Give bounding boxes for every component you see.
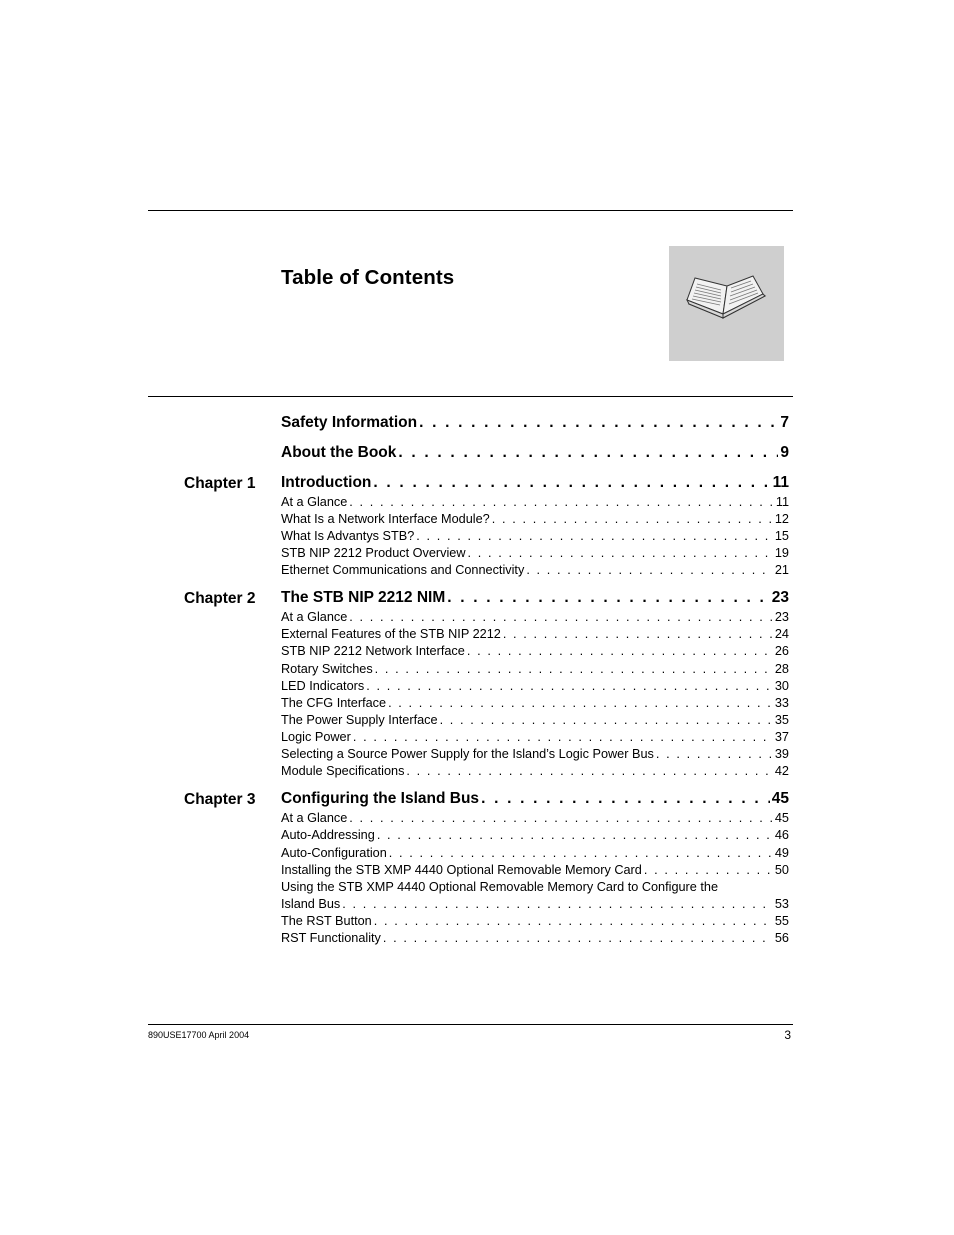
chapter-label: Chapter 1 (184, 475, 256, 492)
dot-leader (481, 790, 770, 808)
toc-entry-page: 21 (774, 563, 789, 577)
dot-leader (389, 846, 773, 860)
toc-entry-page: 37 (774, 730, 789, 744)
toc-entry-title: Island Bus (281, 897, 341, 911)
toc-entry-title: At a Glance (281, 495, 348, 509)
toc-entry-title: Logic Power (281, 730, 351, 744)
toc-entry-page: 56 (774, 931, 789, 945)
toc-entry-title: At a Glance (281, 811, 348, 825)
toc-entry-title: Rotary Switches (281, 662, 373, 676)
toc-entry[interactable] (281, 627, 789, 644)
toc-entry[interactable] (281, 512, 789, 529)
footer-page-number: 3 (784, 1028, 791, 1042)
toc-entry-title: Auto-Configuration (281, 846, 387, 860)
dot-leader (419, 414, 778, 432)
dot-leader (416, 529, 773, 543)
toc-chapter-title[interactable] (281, 589, 789, 609)
dot-leader (375, 662, 773, 676)
toc-entry-page: 12 (774, 512, 789, 526)
toc-entry[interactable] (281, 863, 789, 880)
dot-leader (374, 914, 773, 928)
toc-entry-page: 55 (774, 914, 789, 928)
toc-entry[interactable] (281, 495, 789, 512)
toc-entry-title: Module Specifications (281, 764, 405, 778)
toc-entry-page: 11 (775, 495, 789, 509)
dot-leader (349, 610, 773, 624)
toc-entry-page: 15 (774, 529, 789, 543)
toc-entry-title: Ethernet Communications and Connectivity (281, 563, 525, 577)
dot-leader (644, 863, 773, 877)
toc-entry[interactable] (281, 696, 789, 713)
toc-entry-title: Selecting a Source Power Supply for the Island’s Logic Power Bus (281, 747, 654, 761)
dot-leader (342, 897, 773, 911)
toc-entry[interactable] (281, 529, 789, 546)
toc-chapter-title[interactable] (281, 474, 789, 494)
dot-leader (366, 679, 773, 693)
toc-entry-title: RST Functionality (281, 931, 381, 945)
toc-entry-page: 30 (774, 679, 789, 693)
toc-entry-page: 42 (774, 764, 789, 778)
dot-leader (398, 444, 778, 462)
dot-leader (468, 546, 773, 560)
toc-chapter-title[interactable] (281, 790, 789, 810)
toc-entry-title: The RST Button (281, 914, 372, 928)
toc-entry-page: 45 (774, 811, 789, 825)
dot-leader (526, 563, 773, 577)
chapter-label: Chapter 3 (184, 791, 256, 808)
dot-leader (349, 495, 774, 509)
toc-entry-page: 33 (774, 696, 789, 710)
toc-entry[interactable] (281, 931, 789, 948)
toc-entry-title: Safety Information (281, 414, 418, 431)
toc-entry-title: LED Indicators (281, 679, 365, 693)
toc-entry-title: At a Glance (281, 610, 348, 624)
toc-entry[interactable] (281, 747, 789, 764)
toc-entry[interactable] (281, 897, 789, 914)
toc-entry[interactable] (281, 610, 789, 627)
toc-entry-title: Installing the STB XMP 4440 Optional Removable Memory Card (281, 863, 642, 877)
toc-entry-page: 45 (771, 790, 789, 807)
toc-entry-page: 35 (774, 713, 789, 727)
toc-entry-title: Auto-Addressing (281, 828, 375, 842)
dot-leader (406, 764, 772, 778)
toc-entry-title: STB NIP 2212 Product Overview (281, 546, 466, 560)
dot-leader (503, 627, 773, 641)
toc-entry[interactable] (281, 828, 789, 845)
dot-leader (349, 811, 773, 825)
toc-entry-page: 23 (774, 610, 789, 624)
toc-entry[interactable] (281, 662, 789, 679)
toc-entry-about-the-book[interactable] (281, 444, 789, 464)
toc-entry-title: External Features of the STB NIP 2212 (281, 627, 501, 641)
toc-entry-page: 11 (772, 474, 789, 491)
toc-entry-page: 24 (774, 627, 789, 641)
toc-entry-page: 7 (780, 414, 789, 431)
dot-leader (383, 931, 773, 945)
toc-entry-page: 28 (774, 662, 789, 676)
toc-entry[interactable] (281, 730, 789, 747)
toc-entry[interactable] (281, 713, 789, 730)
toc-entry-page: 26 (774, 644, 789, 658)
toc-entry[interactable] (281, 679, 789, 696)
toc-entry-title: About the Book (281, 444, 397, 461)
toc-entry-page: 50 (774, 863, 789, 877)
toc-entry[interactable] (281, 764, 789, 781)
toc-entry[interactable] (281, 846, 789, 863)
toc-entry[interactable] (281, 811, 789, 828)
toc-entry[interactable] (281, 914, 789, 931)
toc-entry-page: 9 (780, 444, 789, 461)
toc-entry-safety-information[interactable] (281, 414, 789, 434)
toc-entry-title: Introduction (281, 474, 372, 491)
dot-leader (440, 713, 773, 727)
toc-entry-page: 49 (774, 846, 789, 860)
toc-entry-page: 46 (774, 828, 789, 842)
dot-leader (492, 512, 773, 526)
chapter-label: Chapter 2 (184, 590, 256, 607)
toc-entry-title: The CFG Interface (281, 696, 387, 710)
footer-divider (148, 1024, 793, 1025)
toc-entry-page: 23 (771, 589, 789, 606)
dot-leader (373, 474, 770, 492)
dot-leader (353, 730, 773, 744)
footer-document-id: 890USE17700 April 2004 (148, 1030, 250, 1040)
toc-entry-page: 39 (774, 747, 789, 761)
toc-entry-title: What Is a Network Interface Module? (281, 512, 490, 526)
toc-entry-page: 19 (774, 546, 789, 560)
dot-leader (447, 589, 770, 607)
toc-entry-title: STB NIP 2212 Network Interface (281, 644, 465, 658)
toc-entry-title: What Is Advantys STB? (281, 529, 415, 543)
page-title: Table of Contents (281, 266, 455, 289)
toc-entry-first-line[interactable]: Using the STB XMP 4440 Optional Removable Memory Card to Configure the (281, 880, 718, 894)
dot-leader (467, 644, 773, 658)
toc-entry-title: The Power Supply Interface (281, 713, 438, 727)
dot-leader (388, 696, 773, 710)
toc-entry-page: 53 (774, 897, 789, 911)
toc-entry-title: Configuring the Island Bus (281, 790, 480, 807)
dot-leader (656, 747, 773, 761)
dot-leader (377, 828, 773, 842)
toc-entry-title: The STB NIP 2212 NIM (281, 589, 446, 606)
toc-entry[interactable] (281, 546, 789, 563)
toc-entry[interactable] (281, 644, 789, 661)
toc-entry[interactable] (281, 563, 789, 580)
